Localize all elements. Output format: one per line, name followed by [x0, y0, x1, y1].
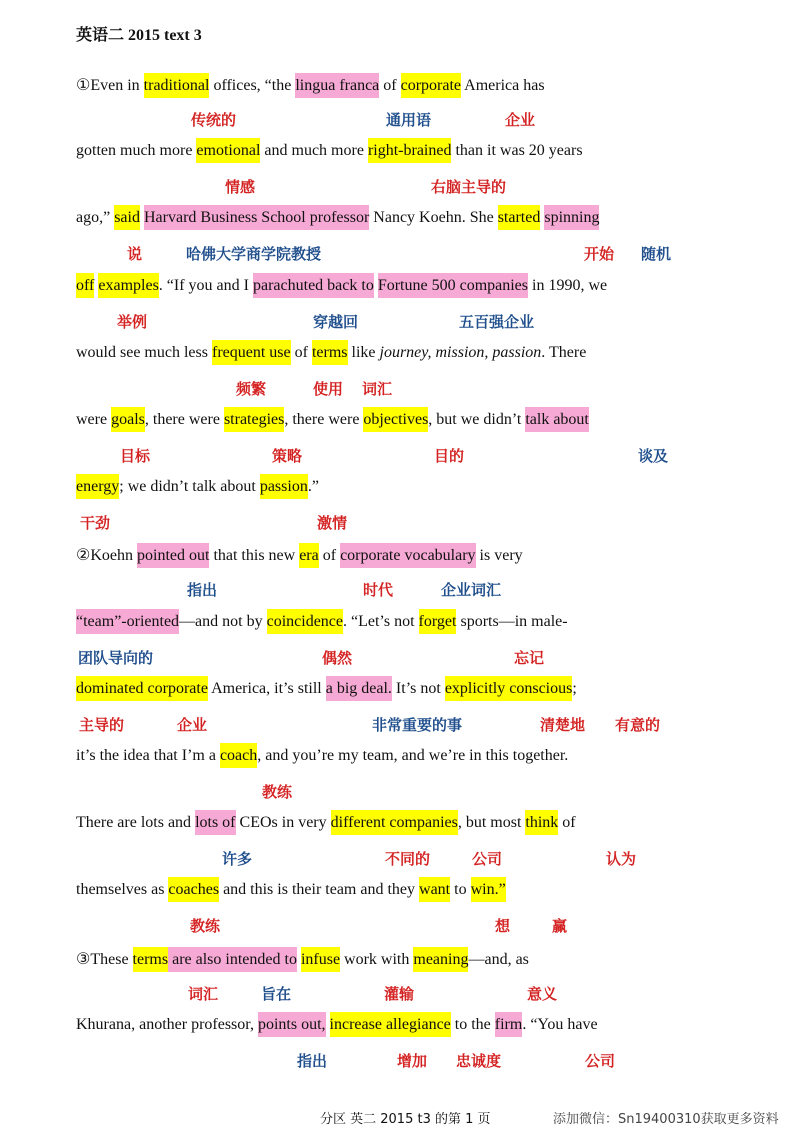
text-segment: themselves as	[76, 881, 169, 899]
page-number: 分区 英二 2015 t3 的第 1 页	[320, 1112, 491, 1127]
highlighted-phrase: started	[498, 205, 541, 230]
chinese-gloss: 偶然	[322, 648, 353, 667]
highlighted-phrase: pointed out	[137, 543, 209, 568]
highlighted-phrase: “team”-oriented	[76, 609, 179, 634]
chinese-gloss: 公司	[585, 1051, 616, 1070]
text-segment: sports—in male-	[456, 612, 568, 630]
text-segment: , and you’re my team, and we’re in this together.	[257, 747, 569, 764]
text-line	[76, 949, 529, 969]
text-line	[76, 1016, 598, 1034]
chinese-gloss: 认为	[606, 850, 637, 869]
highlighted-phrase: think	[525, 810, 558, 835]
highlighted-phrase: examples	[98, 273, 158, 298]
highlighted-phrase: explicitly conscious	[445, 676, 573, 701]
text-segment: of	[290, 343, 312, 361]
highlighted-phrase: increase allegiance	[330, 1012, 451, 1037]
text-line	[76, 75, 545, 95]
text-segment: . There	[541, 343, 587, 361]
highlighted-phrase: forget	[419, 609, 457, 634]
text-segment: that this new	[209, 547, 300, 565]
highlighted-phrase: spinning	[544, 205, 599, 230]
text-segment: it’s the idea that I’m a	[76, 747, 220, 764]
text-line	[76, 142, 583, 160]
text-segment: ;	[572, 679, 577, 697]
chinese-gloss: 不同的	[385, 850, 431, 869]
text-segment: like	[347, 343, 380, 361]
highlighted-phrase: coaches	[168, 877, 219, 902]
chinese-gloss: 指出	[297, 1051, 328, 1070]
chinese-gloss: 指出	[187, 581, 218, 600]
highlighted-phrase: right-brained	[368, 138, 452, 163]
text-line	[76, 881, 506, 899]
highlighted-phrase: infuse	[301, 947, 340, 972]
chinese-gloss: 企业	[505, 111, 536, 129]
text-segment: journey, mission, passion	[379, 343, 542, 361]
highlighted-phrase: parachuted back to	[253, 273, 374, 298]
text-line	[76, 747, 568, 765]
text-line	[76, 680, 577, 698]
chinese-gloss: 激情	[317, 514, 348, 533]
text-segment: Khurana, another professor,	[76, 1015, 258, 1033]
text-line	[76, 209, 599, 227]
chinese-gloss: 右脑主导的	[431, 178, 507, 197]
chinese-gloss: 灌输	[384, 984, 415, 1003]
text-segment: work with	[340, 950, 414, 968]
chinese-gloss: 非常重要的事	[372, 715, 463, 734]
text-segment: America has	[461, 77, 545, 94]
text-segment: in 1990, we	[528, 276, 608, 294]
chinese-gloss: 主导的	[79, 715, 125, 734]
text-line	[76, 478, 319, 496]
text-segment: and much more	[260, 142, 368, 160]
text-segment: . “You have	[522, 1015, 598, 1033]
highlighted-phrase: objectives	[363, 407, 428, 432]
chinese-gloss: 许多	[222, 850, 253, 869]
text-segment: Nancy Koehn. She	[369, 209, 498, 227]
highlighted-phrase: lots of	[195, 810, 235, 835]
chinese-gloss: 教练	[262, 783, 293, 801]
chinese-gloss: 公司	[472, 850, 503, 869]
chinese-gloss: 频繁	[236, 379, 267, 398]
chinese-gloss: 忠诚度	[456, 1051, 502, 1070]
highlighted-phrase: strategies	[224, 407, 284, 432]
highlighted-phrase: firm	[495, 1012, 523, 1037]
highlighted-phrase: coincidence	[267, 609, 343, 634]
text-segment: , there were	[284, 411, 364, 428]
text-segment: , but most	[457, 814, 526, 832]
chinese-gloss: 时代	[363, 581, 394, 600]
text-segment: than it was 20 years	[451, 142, 583, 160]
chinese-gloss: 说	[127, 245, 143, 264]
text-segment: ; we didn’t talk about	[119, 478, 260, 496]
highlighted-phrase: energy	[76, 474, 119, 499]
chinese-gloss: 策略	[272, 447, 303, 465]
chinese-gloss: 目标	[120, 447, 151, 465]
highlighted-phrase: win.”	[471, 877, 506, 902]
highlighted-phrase: are also intended to	[168, 947, 297, 972]
text-line	[76, 277, 607, 295]
text-segment: and this is their team and they	[219, 881, 420, 899]
chinese-gloss: 哈佛大学商学院教授	[186, 245, 322, 264]
text-segment: gotten much more	[76, 142, 197, 160]
chinese-gloss: 清楚地	[540, 715, 586, 734]
highlighted-phrase: emotional	[196, 138, 260, 163]
text-line	[76, 411, 589, 429]
highlighted-phrase: points out,	[258, 1012, 326, 1037]
chinese-gloss: 增加	[397, 1051, 428, 1070]
chinese-gloss: 穿越回	[313, 312, 359, 331]
text-segment: would see much less	[76, 343, 212, 361]
footer-note: 添加微信：Sn19400310获取更多资料	[553, 1112, 779, 1127]
chinese-gloss: 传统的	[191, 111, 237, 129]
highlighted-phrase: dominated corporate	[76, 676, 208, 701]
highlighted-phrase: corporate vocabulary	[340, 543, 475, 568]
highlighted-phrase: off	[76, 273, 94, 298]
highlighted-phrase: coach	[220, 743, 257, 768]
text-segment: , but we didn’t	[428, 411, 526, 428]
chinese-gloss: 想	[495, 917, 511, 936]
text-segment: of	[379, 77, 401, 94]
chinese-gloss: 使用	[313, 379, 344, 398]
highlighted-phrase: goals	[111, 407, 145, 432]
highlighted-phrase: terms	[133, 947, 169, 972]
text-segment: There are lots and	[76, 814, 196, 832]
highlighted-phrase: frequent use	[212, 340, 291, 365]
text-segment: , there were	[144, 411, 224, 428]
chinese-gloss: 谈及	[638, 447, 669, 465]
chinese-gloss: 情感	[225, 178, 256, 197]
chinese-gloss: 意义	[527, 984, 558, 1003]
highlighted-phrase: different companies	[331, 810, 458, 835]
highlighted-phrase: Harvard Business School professor	[144, 205, 369, 230]
chinese-gloss: 五百强企业	[459, 312, 535, 331]
highlighted-phrase: meaning	[413, 947, 468, 972]
chinese-gloss: 随机	[641, 245, 672, 264]
highlighted-phrase: terms	[312, 340, 348, 365]
text-segment: America, it’s still	[207, 679, 326, 697]
text-line	[76, 613, 568, 631]
text-line	[76, 344, 586, 362]
highlighted-phrase: want	[419, 877, 450, 902]
chinese-gloss: 教练	[190, 917, 221, 936]
chinese-gloss: 团队导向的	[78, 648, 154, 667]
text-segment: ②Koehn	[76, 547, 137, 565]
text-segment: .”	[307, 478, 319, 496]
chinese-gloss: 举例	[117, 312, 148, 331]
chinese-gloss: 词汇	[188, 984, 219, 1003]
highlighted-phrase: said	[114, 205, 140, 230]
chinese-gloss: 通用语	[386, 111, 432, 129]
highlighted-phrase: talk about	[525, 407, 589, 432]
text-segment: were	[76, 411, 112, 428]
chinese-gloss: 赢	[552, 917, 568, 936]
text-segment: It’s not	[391, 679, 445, 697]
chinese-gloss: 目的	[434, 447, 465, 465]
text-segment: —and not by	[179, 612, 267, 630]
chinese-gloss: 开始	[584, 245, 615, 264]
text-segment: to the	[450, 1015, 495, 1033]
chinese-gloss: 词汇	[362, 379, 393, 398]
text-segment: to	[450, 881, 471, 899]
highlighted-phrase: passion	[260, 474, 308, 499]
text-line	[76, 814, 576, 832]
chinese-gloss: 企业词汇	[441, 581, 502, 600]
highlighted-phrase: corporate	[401, 73, 461, 98]
text-segment: ①Even in	[76, 77, 144, 94]
chinese-gloss: 忘记	[514, 648, 545, 667]
highlighted-phrase: era	[299, 543, 319, 568]
chinese-gloss: 旨在	[261, 984, 292, 1003]
text-segment: ③These	[76, 950, 133, 968]
highlighted-phrase: lingua franca	[295, 73, 379, 98]
highlighted-phrase: Fortune 500 companies	[378, 273, 528, 298]
text-segment: is very	[475, 547, 523, 565]
text-segment: of	[558, 814, 576, 832]
text-segment: . “Let’s not	[343, 612, 419, 630]
text-segment: CEOs in very	[235, 814, 331, 832]
text-segment: —and, as	[468, 950, 529, 968]
text-segment: . “If you and I	[158, 276, 253, 294]
highlighted-phrase: traditional	[144, 73, 210, 98]
chinese-gloss: 企业	[177, 715, 208, 734]
text-line	[76, 545, 523, 565]
chinese-gloss: 干劲	[80, 514, 111, 533]
highlighted-phrase: a big deal.	[326, 676, 392, 701]
text-segment: ago,”	[76, 209, 115, 227]
text-segment: of	[318, 547, 341, 565]
page-title: 英语二 2015 text 3	[76, 27, 202, 44]
chinese-gloss: 有意的	[615, 715, 661, 734]
text-segment	[326, 1016, 330, 1033]
text-segment: offices, “the	[209, 77, 296, 94]
